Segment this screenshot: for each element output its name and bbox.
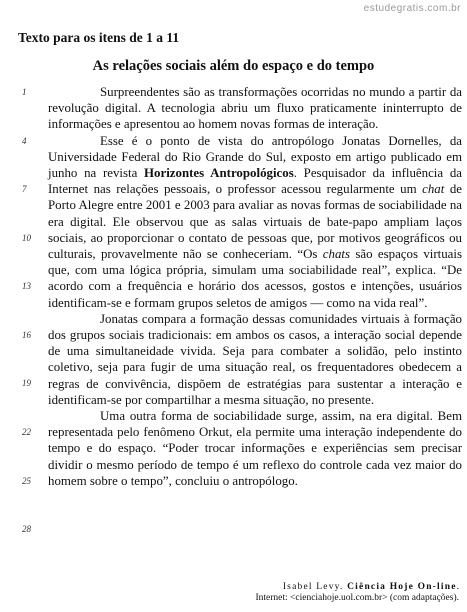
line-number: 10 bbox=[22, 232, 31, 243]
line-number bbox=[22, 311, 42, 327]
line-number bbox=[22, 294, 42, 310]
section-heading: Texto para os itens de 1 a 11 bbox=[18, 30, 180, 45]
chat-term: chat bbox=[422, 182, 445, 197]
line-number bbox=[22, 149, 42, 165]
citation-internet: Internet: <cienciahoje.uol.com.br> (com adaptações). bbox=[255, 593, 459, 603]
line-number: 1 bbox=[22, 87, 27, 97]
line-number: 19 bbox=[22, 378, 31, 389]
line-number bbox=[22, 197, 42, 213]
magazine-name: Horizontes Antropológicos bbox=[144, 166, 294, 181]
citation-end: . bbox=[456, 582, 459, 592]
line-number bbox=[22, 343, 42, 359]
line-number bbox=[22, 456, 42, 472]
line-number bbox=[22, 440, 42, 456]
article-title: As relações sociais além do espaço e do tempo bbox=[92, 58, 375, 74]
line-number: 22 bbox=[22, 426, 31, 437]
citation-author: Isabel Levy. bbox=[282, 582, 348, 592]
paragraph-2-text: . Pesquisador da influência da Internet nas relações pessoais, o professor acessou regularmente um bbox=[48, 166, 462, 197]
paragraph-1: Surpreendentes são as transformações ocorridas no mundo a partir da revolução digital. A tecnologia abriu um fluxo praticamente ininterrupto de informações e apresentou ao homem novas formas de interação. bbox=[48, 85, 462, 132]
line-number bbox=[22, 100, 42, 116]
chats-term: chats bbox=[322, 247, 350, 262]
line-number: 7 bbox=[22, 184, 27, 195]
paragraph-2-text: de Porto Alegre entre 2001 e 2003 para avaliar as novas formas de sociabilidade na era digital. Ele observou que as salas virtuais de bate-papo ampliam laços sociais, ao proporcionar o contato de pessoas que, por motivos geográficos ou culturais, provavelmente não se conheceriam. “Os bbox=[48, 182, 462, 262]
line-number: 28 bbox=[22, 524, 31, 535]
source-citation bbox=[255, 582, 459, 604]
citation-publication: Ciência Hoje On-line bbox=[347, 582, 457, 592]
line-number: 16 bbox=[22, 329, 31, 340]
line-number: 25 bbox=[22, 475, 31, 486]
site-watermark: estudegratis.com.br bbox=[363, 3, 461, 14]
paragraph-2 bbox=[48, 133, 462, 311]
paragraph-4: Uma outra forma de sociabilidade surge, assim, na era digital. Bem representada pelo fenômeno Orkut, ela permite uma interação independente do tempo e do espaço. “Poder trocar informações e experiências sem precisar dividir o mesmo período de tempo é um reflexo do controle cada vez maior do homem sobre o tempo”, concluiu o antropólogo. bbox=[48, 409, 462, 488]
line-number: 13 bbox=[22, 281, 31, 292]
article-body bbox=[48, 84, 462, 489]
line-number bbox=[22, 392, 42, 408]
line-number bbox=[22, 165, 42, 181]
paragraph-2-text: são espaços virtuais que, com uma lógica própria, simulam uma sociabilidade real”, explica. “De acordo com a frequência e horário dos acessos, gostos e intenções, usuários identificam-se e formam grupos seletos de amigos — como na vida real”. bbox=[48, 247, 462, 310]
line-number: 4 bbox=[22, 135, 27, 146]
line-number bbox=[22, 359, 42, 375]
line-number bbox=[22, 262, 42, 278]
line-numbers bbox=[22, 84, 42, 537]
paragraph-2-text: Esse é o ponto de vista do antropólogo Jonatas Dornelles, da Universidade Federal do Rio Grande do Sul, exposto em artigo publicado em junho na revista bbox=[48, 133, 462, 181]
line-number bbox=[22, 214, 42, 230]
line-number bbox=[22, 408, 42, 424]
line-number bbox=[22, 489, 42, 505]
citation-line bbox=[255, 582, 459, 593]
line-number bbox=[22, 505, 42, 521]
paragraph-3: Jonatas compara a formação dessas comunidades virtuais à formação dos grupos sociais tradicionais: em ambos os casos, a interação social depende de uma simultaneidade vivida. Seja para combater a solidão, pelo instinto coletivo, seja para fugir de uma situação real, os frequentadores obedecem a regras de convivência, dispõem de estratégias para sustentar a interação e identificam-se por compartilhar a mesma situação, no presente. bbox=[48, 311, 462, 407]
line-number bbox=[22, 116, 42, 132]
line-number bbox=[22, 246, 42, 262]
